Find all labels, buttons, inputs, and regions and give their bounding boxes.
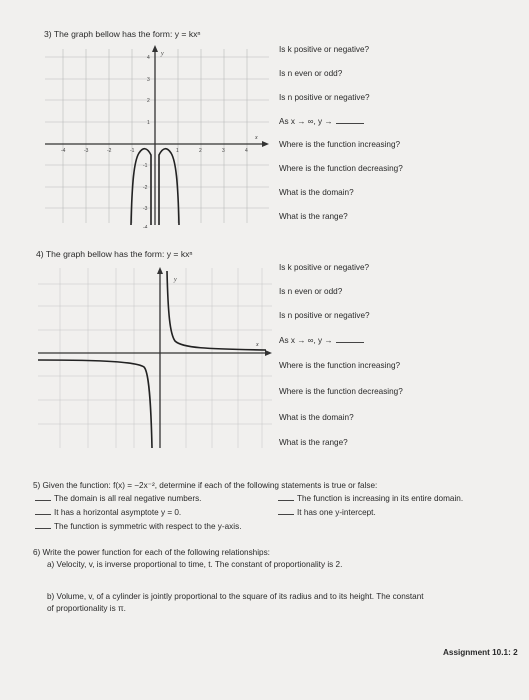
q6-part-b-line2: of proportionality is π. xyxy=(47,604,126,613)
q3-x-tick: 3 xyxy=(222,148,225,154)
q3-x-tick: -1 xyxy=(130,148,135,154)
q5-statement-4: The function is increasing in its entire domain. xyxy=(278,492,463,503)
q5-statement-2: It has a horizontal asymptote y = 0. xyxy=(35,506,181,517)
q3-y-tick: 3 xyxy=(147,77,150,83)
q3-graph xyxy=(43,43,271,228)
q3-x-tick: 1 xyxy=(176,148,179,154)
q3-x-tick: 2 xyxy=(199,148,202,154)
q4-curve xyxy=(38,271,266,448)
answer-blank[interactable] xyxy=(278,492,294,501)
q3-y-tick: 4 xyxy=(147,55,150,61)
answer-blank[interactable] xyxy=(278,506,294,515)
q5-header: 5) Given the function: f(x) = −2x⁻², determine if each of the following statements is true or false: xyxy=(33,481,378,490)
q4-question-4: As x → ∞, y → xyxy=(279,336,364,345)
q3-question-5: Where is the function increasing? xyxy=(279,140,401,149)
q4-question-6: Where is the function decreasing? xyxy=(279,387,403,396)
q3-x-tick: -4 xyxy=(61,148,66,154)
q3-question-2: Is n even or odd? xyxy=(279,69,343,78)
q4-question-8: What is the range? xyxy=(279,438,348,447)
q3-question-1: Is k positive or negative? xyxy=(279,45,370,54)
q3-y-tick: 2 xyxy=(147,98,150,104)
q3-y-tick: -3 xyxy=(143,206,148,212)
q3-x-tick: -2 xyxy=(107,148,112,154)
q3-y-tick: 1 xyxy=(147,120,150,126)
q4-y-label: y xyxy=(174,277,177,283)
q3-x-label: x xyxy=(255,135,258,141)
q3-grid xyxy=(45,49,269,223)
q4-question-2: Is n even or odd? xyxy=(279,287,343,296)
q3-x-arrow xyxy=(262,141,269,147)
q4-x-label: x xyxy=(256,342,259,348)
answer-blank[interactable] xyxy=(35,520,51,529)
q4-graph xyxy=(36,264,274,450)
q4-question-7: What is the domain? xyxy=(279,413,354,422)
q4-grid xyxy=(38,268,272,448)
q4-y-arrow xyxy=(157,267,163,274)
q3-question-7: What is the domain? xyxy=(279,188,354,197)
q3-question-8: What is the range? xyxy=(279,212,348,221)
q3-y-arrow xyxy=(152,45,158,52)
answer-blank[interactable] xyxy=(35,492,51,501)
q4-axes xyxy=(38,270,268,448)
q6-header: 6) Write the power function for each of the following relationships: xyxy=(33,548,270,557)
assignment-label: Assignment 10.1: 2 xyxy=(443,648,518,657)
q4-question-1: Is k positive or negative? xyxy=(279,263,370,272)
q3-x-tick: -3 xyxy=(84,148,89,154)
q5-statement-5: It has one y-intercept. xyxy=(278,506,376,517)
q3-y-tick: -2 xyxy=(143,185,148,191)
q4-question-3: Is n positive or negative? xyxy=(279,311,370,320)
q4-header: 4) The graph bellow has the form: y = kxⁿ xyxy=(36,249,193,259)
q3-y-tick: -4 xyxy=(143,225,148,228)
q6-part-b-line1: b) Volume, v, of a cylinder is jointly proportional to the square of its radius and to its height. The constant xyxy=(47,592,424,601)
q5-statement-1: The domain is all real negative numbers. xyxy=(35,492,201,503)
q4-x-arrow xyxy=(265,350,272,356)
q3-y-label: y xyxy=(161,51,164,57)
q4-question-5: Where is the function increasing? xyxy=(279,361,401,370)
q3-x-tick: 4 xyxy=(245,148,248,154)
q6-part-a: a) Velocity, v, is inverse proportional to time, t. The constant of proportionality is 2. xyxy=(47,560,343,569)
q3-header: 3) The graph bellow has the form: y = kxⁿ xyxy=(44,29,201,39)
q3-y-tick-labels xyxy=(143,55,150,228)
q3-question-6: Where is the function decreasing? xyxy=(279,164,403,173)
q3-axes xyxy=(45,48,267,225)
q3-y-tick: -1 xyxy=(143,163,148,169)
answer-blank[interactable] xyxy=(35,506,51,515)
q3-question-4: As x → ∞, y → xyxy=(279,117,364,126)
q5-statement-3: The function is symmetric with respect to the y-axis. xyxy=(35,520,241,531)
q3-question-3: Is n positive or negative? xyxy=(279,93,370,102)
